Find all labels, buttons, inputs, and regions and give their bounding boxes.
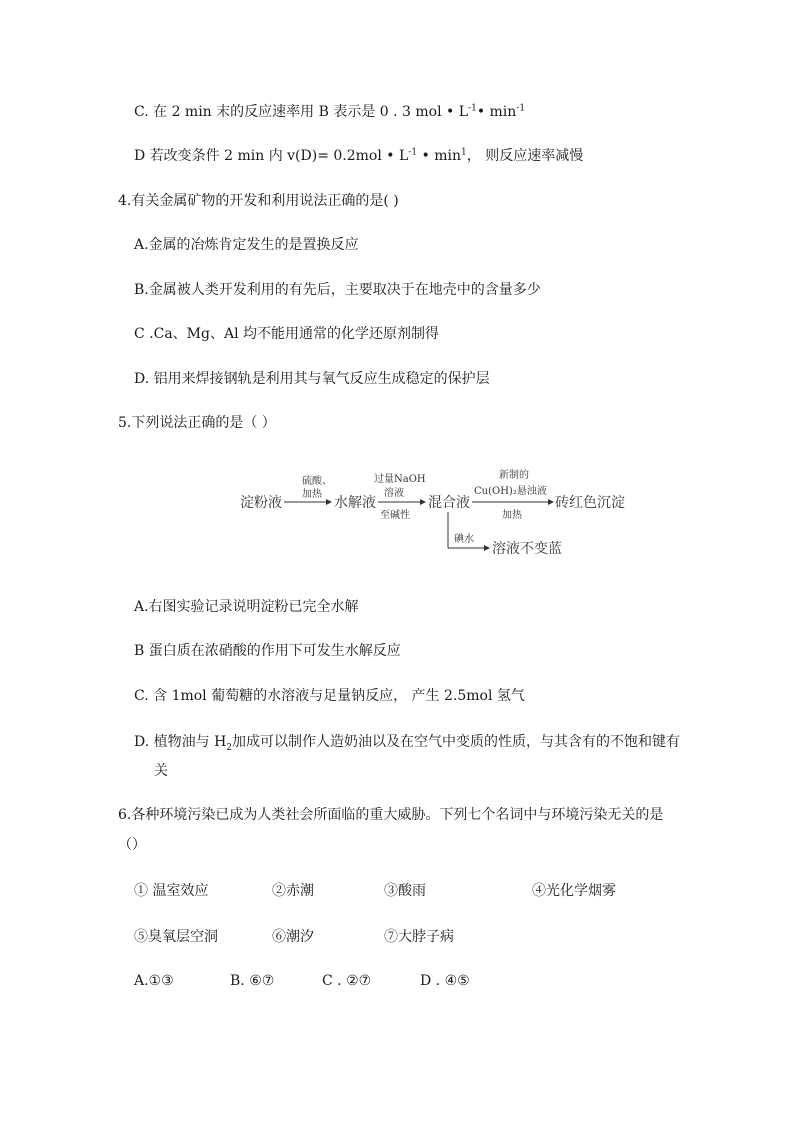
q4-option-b: B.金属被人类开发利用的有先后，主要取决于在地壳中的含量多少 xyxy=(134,282,541,298)
diagram-mix: 混合液 xyxy=(428,495,470,511)
diagram-iodine: 碘水 xyxy=(454,534,474,545)
diagram-water: 水解液 xyxy=(334,495,376,511)
q5-d-post: 加成可以制作人造奶油以及在空气中变质的性质，与其含有的不饱和键有 xyxy=(232,734,681,750)
q6-term-6: ⑥潮汐 xyxy=(272,929,314,945)
q3-c-sup2: -1 xyxy=(516,103,526,114)
diagram-step2-top1: 过量NaOH xyxy=(374,474,426,485)
hydrolysis-flow-diagram xyxy=(236,466,634,562)
q6-stem: 6.各种环境污染已成为人类社会所面临的重大威胁。下列七个名词中与环境污染无关的是 xyxy=(118,807,664,823)
q6-term-1: ① 温室效应 xyxy=(134,883,209,899)
q6-answer-b: B. ⑥⑦ xyxy=(230,973,275,989)
q6-term-7: ⑦大脖子病 xyxy=(384,929,454,945)
q6-answer-c: C . ②⑦ xyxy=(322,973,372,989)
q6-answer-a: A.①③ xyxy=(134,973,174,989)
diagram-step1-top1: 硫酸、 xyxy=(302,476,332,487)
diagram-step2-top2: 溶液 xyxy=(384,488,404,499)
q3-d-mid: • min xyxy=(417,148,462,164)
q6-stem-continued: （） xyxy=(118,837,146,853)
q3-c-mid: • min xyxy=(476,104,517,120)
q6-term-5: ⑤臭氧层空洞 xyxy=(134,929,218,945)
q4-option-a: A.金属的冶炼肯定发生的是置换反应 xyxy=(134,237,359,253)
diagram-iodine-result: 溶液不变蓝 xyxy=(492,541,562,557)
q4-option-c: C .Ca、Mg、Al 均不能用通常的化学还原剂制得 xyxy=(134,326,440,342)
diagram-arrowhead-1 xyxy=(326,499,332,505)
q6-term-3: ③酸雨 xyxy=(384,883,426,899)
q5-d-pre: D. 植物油与 H xyxy=(134,734,227,750)
diagram-arrowhead-4 xyxy=(484,545,490,551)
q3-c-text: C. 在 2 min 末的反应速率用 B 表示是 0 . 3 mol • L xyxy=(134,104,469,120)
diagram-step3-bottom: 加热 xyxy=(502,510,522,521)
q5-option-d-continued: 关 xyxy=(154,763,168,779)
diagram-step3-top2: Cu(OH)₂悬浊液 xyxy=(474,486,547,497)
q5-option-d xyxy=(134,733,680,751)
q3-d-sup1: -1 xyxy=(408,147,418,158)
diagram-step2-bottom: 至碱性 xyxy=(380,510,410,521)
q5-d-sub: 2 xyxy=(226,742,233,753)
q6-term-4: ④光化学烟雾 xyxy=(532,883,616,899)
diagram-step3-top1: 新制的 xyxy=(499,470,529,481)
q5-option-b: B 蛋白质在浓硝酸的作用下可发生水解反应 xyxy=(134,643,401,659)
q4-stem: 4.有关金属矿物的开发和利用说法正确的是( ) xyxy=(118,193,399,209)
q5-option-a: A.右图实验记录说明淀粉已完全水解 xyxy=(134,599,359,615)
diagram-arrowhead-2 xyxy=(420,499,426,505)
q3-c-sup1: -1 xyxy=(468,103,477,114)
q3-d-post: ， 则反应速率减慢 xyxy=(466,148,584,164)
q3-d-sup2: 1 xyxy=(461,147,467,158)
q5-stem: 5.下列说法正确的是（ ） xyxy=(118,415,276,431)
diagram-arrowhead-3 xyxy=(548,499,554,505)
q3-d-text: D 若改变条件 2 min 内 v(D)= 0.2mol • L xyxy=(134,148,409,164)
q4-option-d: D. 铝用来焊接钢轨是利用其与氧气反应生成稳定的保护层 xyxy=(134,371,490,387)
q3-option-c xyxy=(134,103,525,121)
q6-term-2: ②赤潮 xyxy=(272,883,314,899)
q6-answer-d: D . ④⑤ xyxy=(420,973,470,989)
diagram-step1-top2: 加热 xyxy=(302,489,322,500)
q5-option-c: C. 含 1mol 葡萄糖的水溶液与足量钠反应， 产生 2.5mol 氢气 xyxy=(134,688,525,704)
diagram-start: 淀粉液 xyxy=(240,495,282,511)
diagram-result: 砖红色沉淀 xyxy=(555,495,625,511)
q3-option-d xyxy=(134,147,583,165)
